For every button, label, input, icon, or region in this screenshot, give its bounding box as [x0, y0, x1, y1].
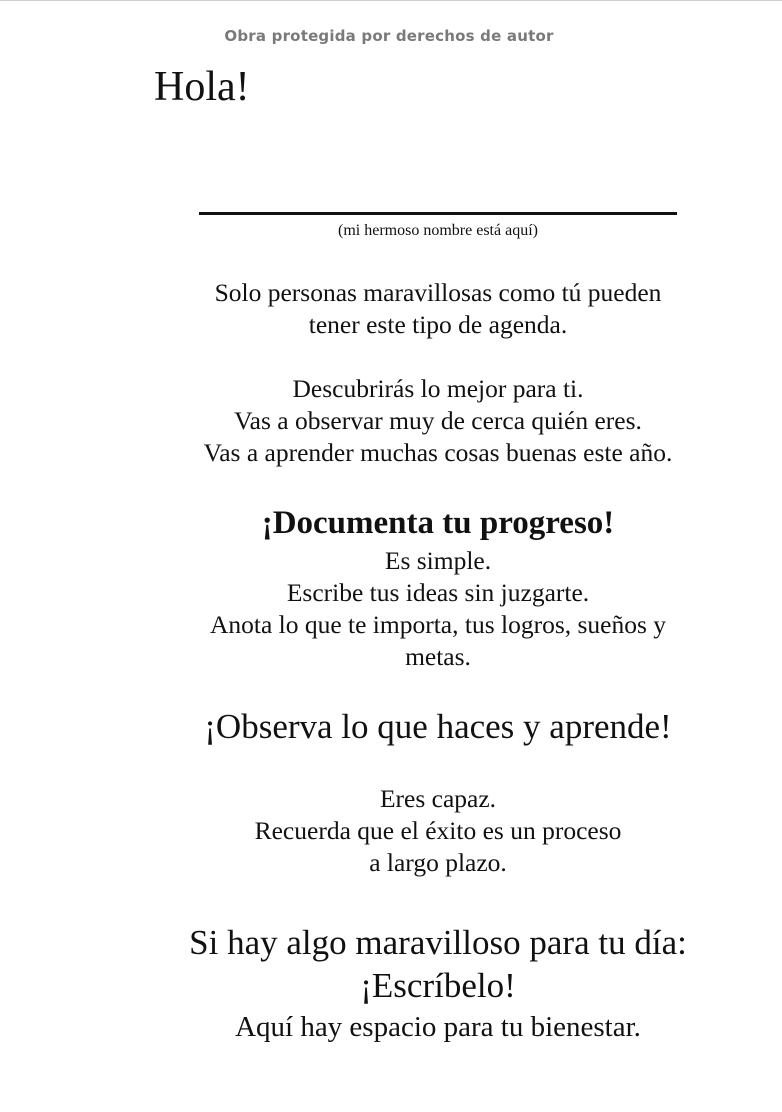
closing-line: Aquí hay espacio para tu bienestar.: [235, 1011, 641, 1043]
observe-line: Eres capaz.: [379, 784, 497, 813]
progress-line: Anota lo que te importa, tus logros, sueños y: [209, 610, 667, 639]
closing-heading: Si hay algo maravilloso para tu día:: [189, 923, 687, 962]
closing-exclaim: ¡Escríbelo!: [360, 966, 516, 1005]
name-caption: (mi hermoso nombre está aquí): [338, 222, 538, 239]
progress-line: Escribe tus ideas sin juzgarte.: [286, 578, 590, 607]
progress-paragraph: [0, 545, 782, 673]
top-divider: [0, 0, 782, 1]
greeting-title: Hola!: [154, 64, 250, 110]
observe-line: Recuerda que el éxito es un proceso: [254, 816, 622, 845]
discover-line: Vas a observar muy de cerca quién eres.: [234, 406, 642, 435]
discover-line: Descubrirás lo mejor para ti.: [292, 374, 584, 403]
name-signature-line: [199, 212, 677, 215]
discover-line: Vas a aprender muchas cosas buenas este año.: [203, 438, 673, 467]
observe-paragraph: [0, 783, 782, 879]
progress-line: metas.: [405, 642, 471, 671]
observe-heading: ¡Observa lo que haces y aprende!: [204, 707, 672, 746]
progress-line: Es simple.: [384, 546, 492, 575]
discover-paragraph: [0, 373, 782, 469]
copyright-notice: Obra protegida por derechos de autor: [224, 27, 554, 45]
observe-line: a largo plazo.: [369, 848, 507, 877]
intro-line: tener este tipo de agenda.: [308, 310, 568, 339]
intro-paragraph: [0, 277, 782, 341]
progress-heading: ¡Documenta tu progreso!: [261, 505, 615, 541]
intro-line: Solo personas maravillosas como tú pueden: [214, 278, 662, 307]
